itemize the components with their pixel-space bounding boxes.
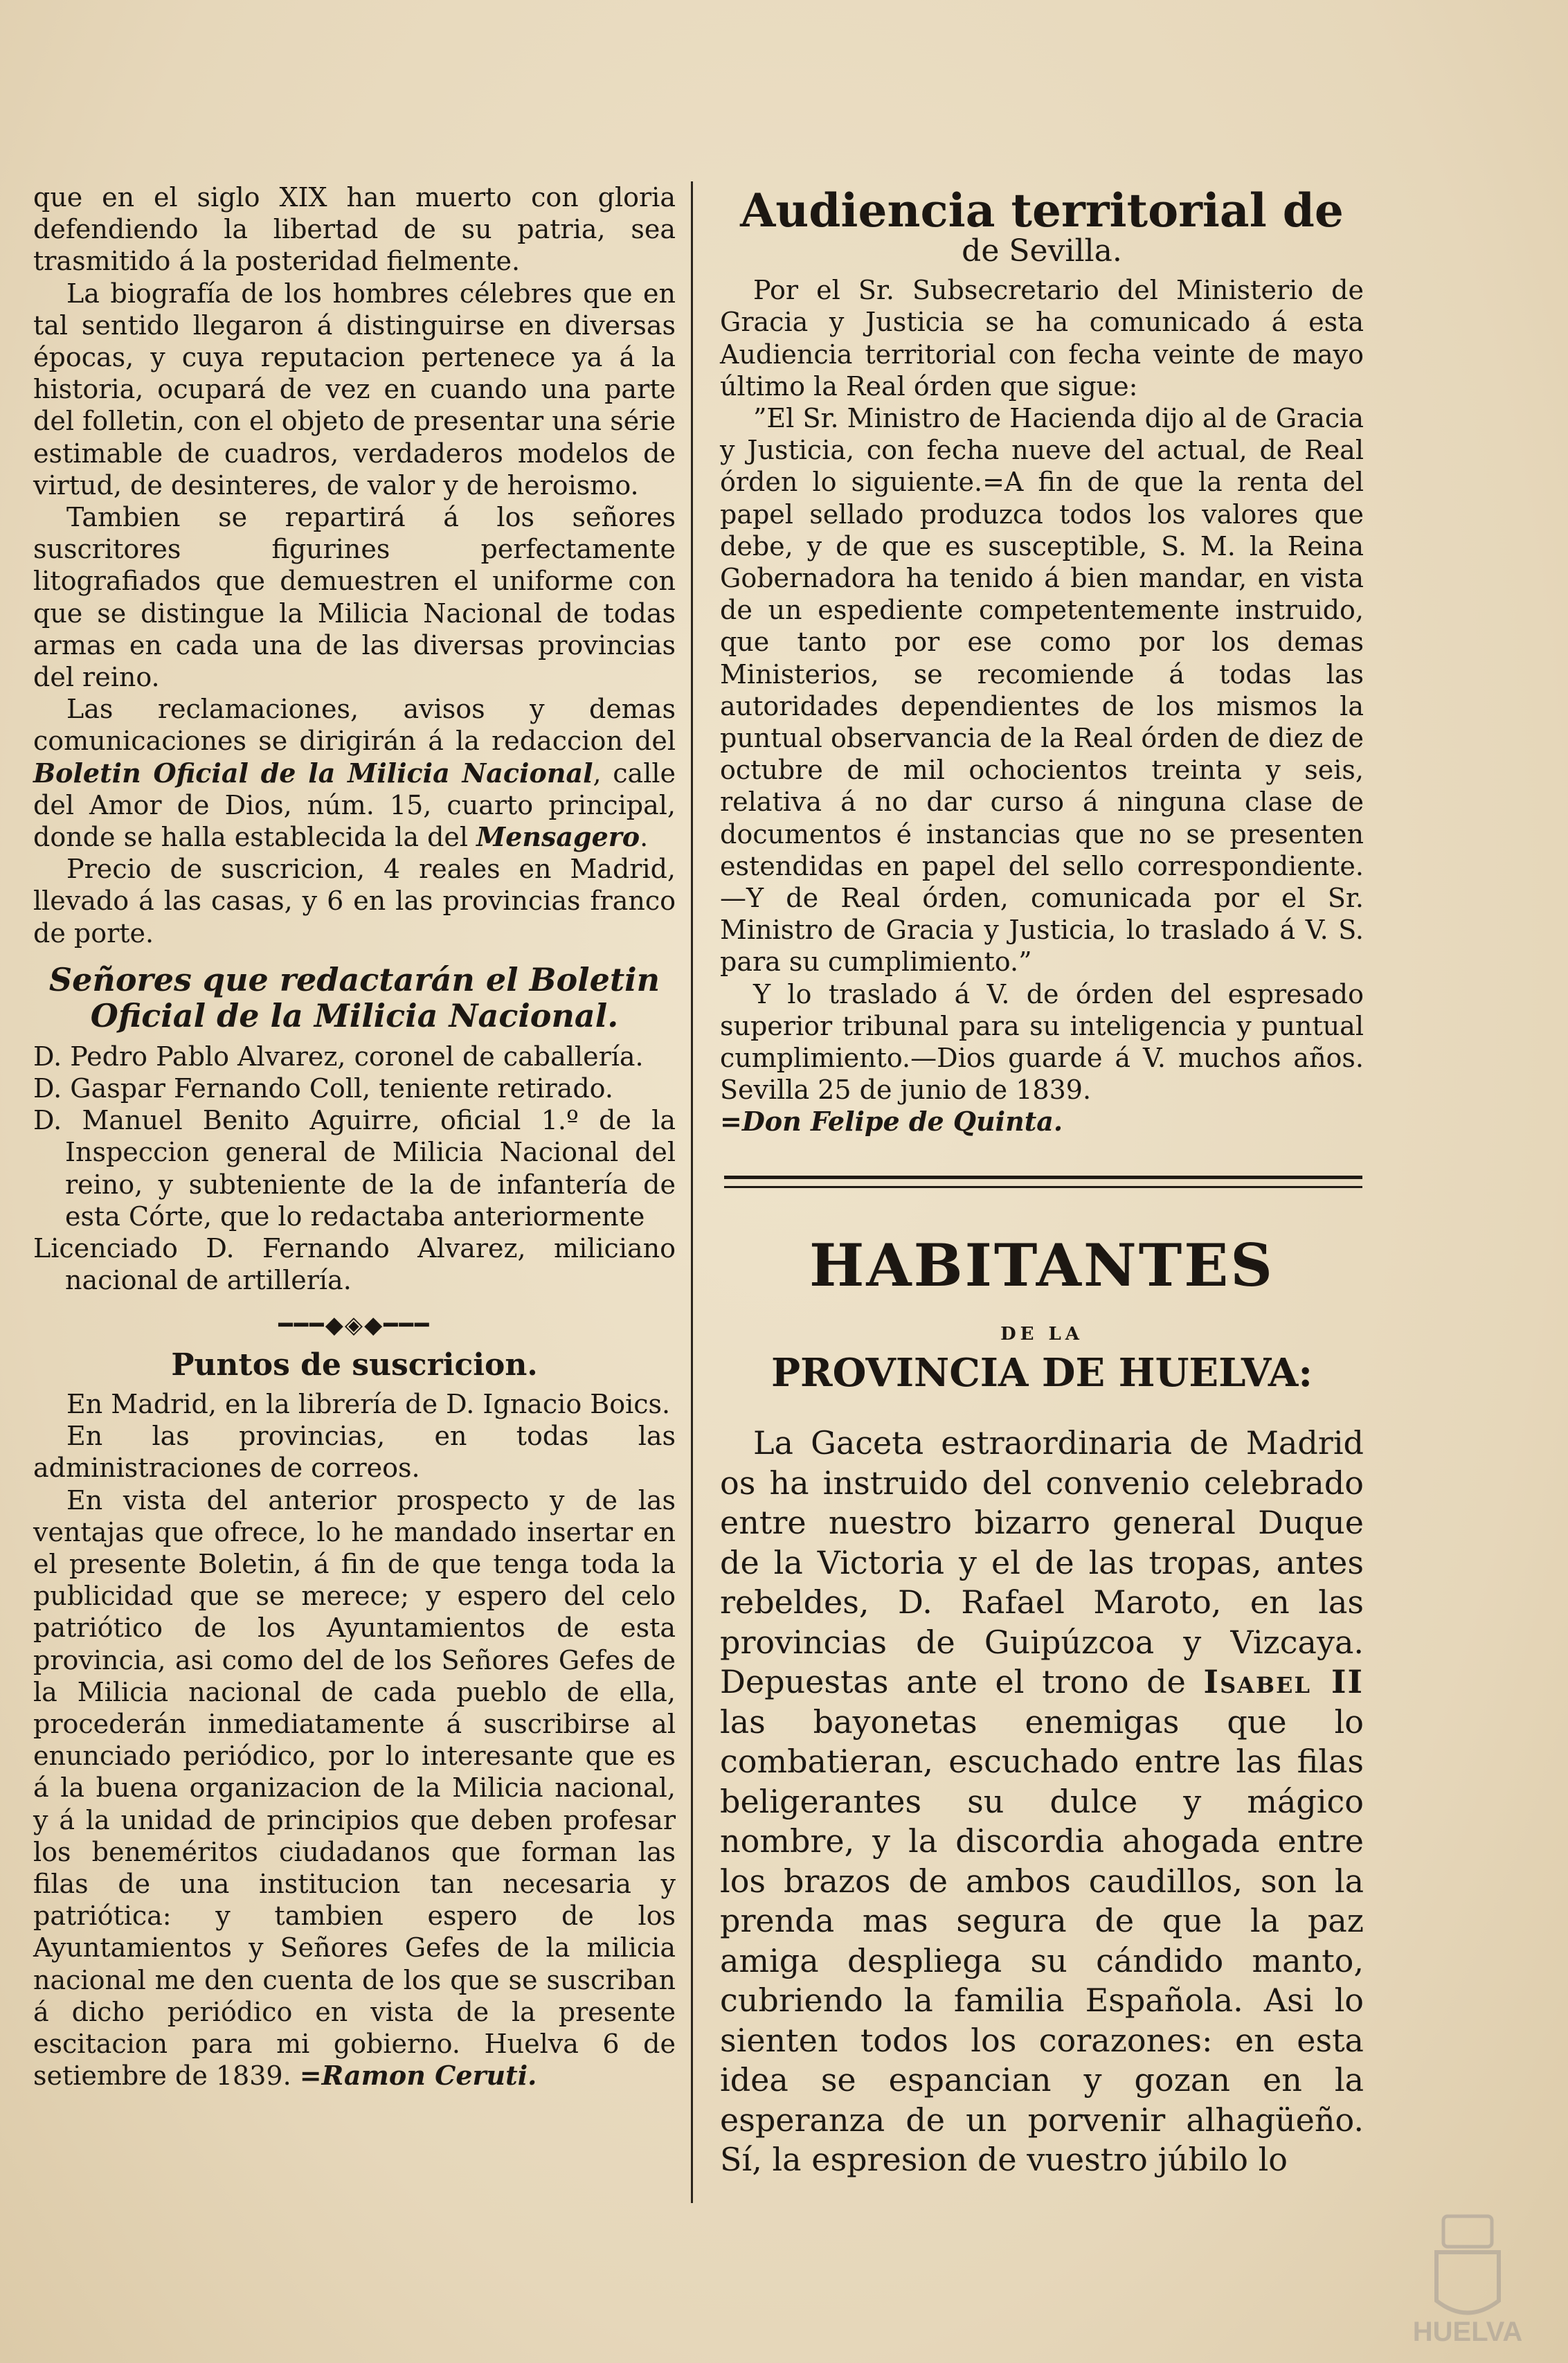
section-rule bbox=[724, 1176, 1362, 1188]
p8-text: En vista del anterior prospecto y de las ventajas que ofrece, lo he mandado insertar en el presente Boletin, á fin de que tenga toda la publicidad que se merece; y espero del celo patriótico de los Ayuntamientos de esta provincia, asi como del de los Señores Gefes de la Milicia nacional de cada pueblo de ella, procederán inmediatamente á suscribirse al enunciado periódico, por lo interesante que es á la buena organizacion de la Milicia nacional, y á la unidad de principios que deben profesar los beneméritos ciudadanos que forman las filas de una institucion tan necesaria y patriótica: y tambien espero de los Ayuntamientos y Señores Gefes de la milicia nacional me den cuenta de los que se suscriban á dicho periódico en vista de la presente escitacion para mi gobierno. Huelva 6 de setiembre de 1839. bbox=[33, 1484, 676, 2092]
right-paragraph-3 bbox=[720, 978, 1364, 1138]
h1-text-a: La Gaceta estraordinaria de Madrid os ha instruido del convenio celebrado entre nuestro bizarro general Duque de la Victoria y el de las tropas, antes rebeldes, D. Rafael Maroto, en las provincias de Guipúzcoa y Vizcaya. Depuestas ante el trono de bbox=[720, 1424, 1364, 1701]
ornament-divider: ━━━◆◈◆━━━ bbox=[278, 1311, 431, 1339]
left-paragraph-4 bbox=[33, 693, 676, 853]
audiencia-subtitle: de Sevilla. bbox=[962, 233, 1122, 269]
archive-seal-icon bbox=[1395, 2211, 1540, 2349]
right-paragraph-2: ”El Sr. Ministro de Hacienda dijo al de Gracia y Justicia, con fecha nueve del actual, de Real órden lo siguiente.=A fin de que la renta del papel sellado produzca todos los valores que debe, y de que es susceptible, S. M. la Reina Gobernadora ha tenido á bien mandar, en vista de un espediente competentemente instruido, que tanto por ese como por los demas Ministerios, se recomiende á todas las autoridades dependientes de los mismos la puntual observancia de la Real órden de diez de octubre de mil ochocientos treinta y seis, relativa á no dar curso á ninguna clase de documentos é instancias que no se presenten estendidas en papel del sello correspondiente.—Y de Real órden, comunicada por el Sr. Ministro de Gracia y Justicia, lo traslado á V. S. para su cumplimiento.” bbox=[720, 403, 1364, 978]
redactores-heading: Señores que redactarán el Boletin Oficial de la Milicia Nacional. bbox=[48, 960, 660, 1034]
provincia-title: PROVINCIA DE HUELVA: bbox=[771, 1349, 1313, 1396]
left-paragraph-7: En las provincias, en todas las administraciones de correos. bbox=[33, 1421, 676, 1484]
proclama-paragraph bbox=[720, 1423, 1364, 2180]
p4-text-e: . bbox=[640, 822, 649, 853]
column-divider bbox=[691, 181, 693, 2203]
audiencia-title: Audiencia territorial de bbox=[740, 183, 1344, 237]
habitantes-title: HABITANTES bbox=[809, 1230, 1274, 1300]
p4-boletin-title: Boletin Oficial de la Milicia Nacional bbox=[33, 757, 593, 789]
redactores-list bbox=[33, 1041, 676, 1297]
redactor-2: D. Gaspar Fernando Coll, teniente retirado. bbox=[33, 1073, 613, 1104]
redactor-4: Licenciado D. Fernando Alvarez, miliciano nacional de artillería. bbox=[33, 1233, 676, 1296]
left-paragraph-5: Precio de suscricion, 4 reales en Madrid, llevado á las casas, y 6 en las provincias franco de porte. bbox=[33, 854, 676, 949]
h1-text-c: las bayonetas enemigas que lo combatieran, escuchado entre las filas beligerantes su dulce y mágico nombre, y la discordia ahogada entre los brazos de ambos caudillos, son la prenda mas segura de que la paz amiga despliega su cándido manto, cubriendo la familia Española. Asi lo sienten todos los corazones: en esta idea se espancian y gozan en la esperanza de un porvenir alhagüeño. Sí, la espresion de vuestro júbilo lo bbox=[720, 1702, 1364, 2179]
left-paragraph-6: En Madrid, en la librería de D. Ignacio Boics. bbox=[66, 1388, 671, 1419]
seal-text: HUELVA bbox=[1412, 2317, 1523, 2347]
h1-isabel: Isabel II bbox=[1203, 1663, 1364, 1701]
p4-text-a: Las reclamaciones, avisos y demas comunicaciones se dirigirán á la redaccion del bbox=[33, 694, 676, 757]
right-signature: =Don Felipe de Quinta. bbox=[720, 1106, 1063, 1138]
p4-text-c: , calle del Amor de Dios, núm. 15, cuarto principal, donde se halla establecida la del bbox=[33, 757, 676, 853]
p4-mensagero: Mensagero bbox=[476, 821, 640, 853]
redactor-3: D. Manuel Benito Aguirre, oficial 1.º de la Inspeccion general de Milicia Nacional del reino, y subteniente de la de infantería de esta Córte, que lo redactaba anteriormente bbox=[33, 1105, 676, 1232]
left-paragraph-8 bbox=[33, 1484, 676, 2092]
right-column bbox=[720, 181, 1364, 2180]
left-signature: =Ramon Ceruti. bbox=[299, 2060, 537, 2092]
left-paragraph-1: que en el siglo XIX han muerto con gloria defendiendo la libertad de su patria, sea trasmitido á la posteridad fielmente. bbox=[33, 182, 676, 277]
left-column bbox=[33, 181, 676, 2092]
redactor-1: D. Pedro Pablo Alvarez, coronel de caballería. bbox=[33, 1041, 644, 1072]
left-paragraph-2: La biografía de los hombres célebres que en tal sentido llegaron á distinguirse en diversas épocas, y cuya reputacion pertenece ya á la historia, ocupará de vez en cuando una parte del folletin, con el objeto de presentar una série estimable de cuadros, verdaderos modelos de virtud, de desinteres, de valor y de heroismo. bbox=[33, 278, 676, 501]
puntos-heading: Puntos de suscricion. bbox=[171, 1347, 538, 1383]
left-paragraph-3: Tambien se repartirá á los señores suscritores figurines perfectamente litografiados que demuestren el uniforme con que se distingue la Milicia Nacional de todas armas en cada una de las diversas provincias del reino. bbox=[33, 502, 676, 693]
de-la-label: DE LA bbox=[1000, 1323, 1083, 1345]
r3-text: Y lo traslado á V. de órden del espresado superior tribunal para su inteligencia y puntual cumplimiento.—Dios guarde á V. muchos años. Sevilla 25 de junio de 1839. bbox=[720, 978, 1364, 1106]
right-paragraph-1: Por el Sr. Subsecretario del Ministerio de Gracia y Justicia se ha comunicado á esta Audiencia territorial con fecha veinte de mayo último la Real órden que sigue: bbox=[720, 275, 1364, 402]
